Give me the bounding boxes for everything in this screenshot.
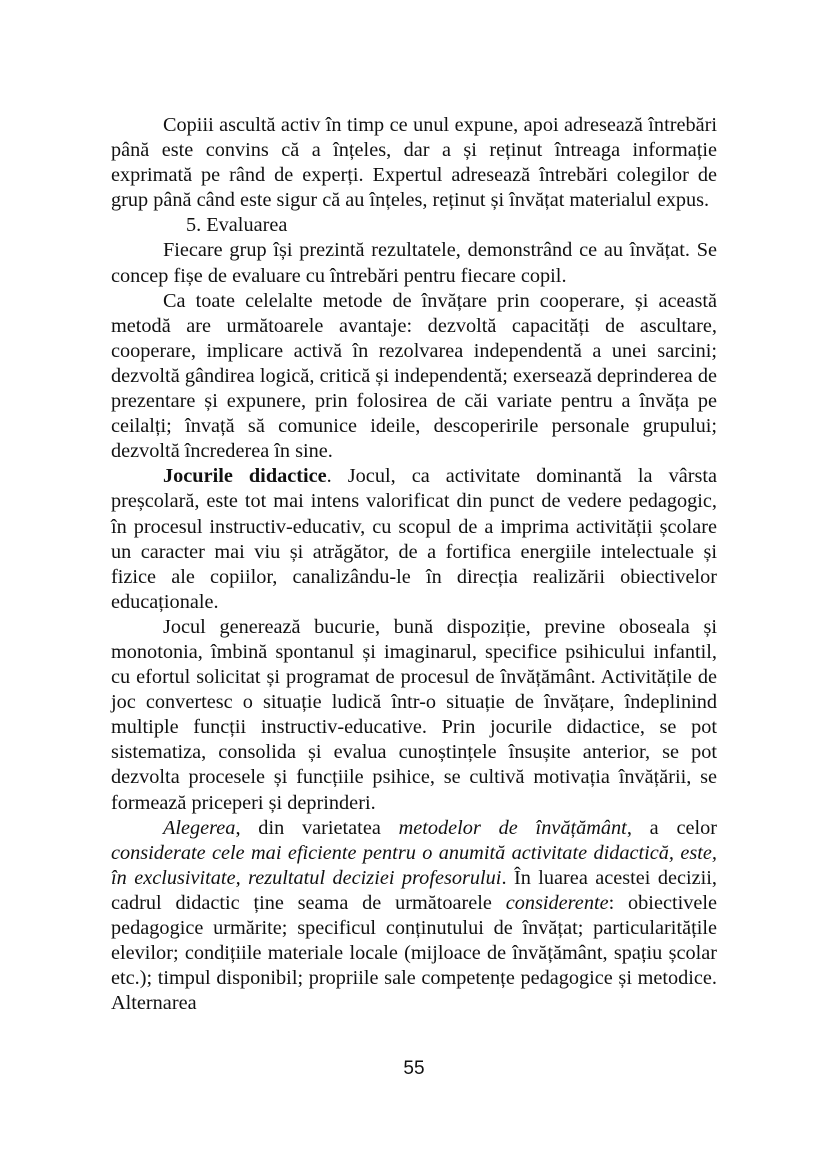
paragraph-3: Ca toate celelalte metode de învățare prin cooperare, și această metodă are următoarele avantaje: dezvoltă capacități de ascultare, cooperare, implicare activă în rezolvarea independentă a unei sarcini; dezvoltă gândirea logică, critică și independentă; exersează deprinderea de prezentare și expunere, prin folosirea de căi variate pentru a învăța pe ceilalți; învață să comunice ideile, descoperirile personale grupului; dezvoltă încrederea în sine. (111, 289, 717, 463)
paragraph-6-text-1: , din varietatea (235, 816, 399, 839)
paragraph-6-text-3: . În luarea acestei decizii, cadrul didactic ține seama de următoarele (111, 866, 717, 914)
italic-metodelor: metodelor de învățământ (398, 816, 627, 839)
bold-term-jocurile-didactice: Jocurile didactice (163, 465, 327, 488)
paragraph-4 (111, 464, 717, 615)
italic-considerate: considerate cele mai eficiente pentru o anumită activitate didactică, este, în exclusivitate, rezultatul deciziei profesorului (111, 841, 717, 889)
paragraph-4-text: . Jocul, ca activitate dominantă la vârsta preșcolară, este tot mai intens valorificat din punct de vedere pedagogic, în procesul instructiv-educativ, cu scopul de a imprima activității școlare un caracter mai viu și atrăgător, de a fortifica energiile intelectuale și fizice ale copiilor, canalizându-le în direcția realizării obiectivelor educaționale. (111, 465, 717, 613)
page-body (111, 113, 717, 1016)
page-number: 55 (403, 1058, 425, 1079)
paragraph-6-text-4: : obiectivele pedagogice urmărite; specificul conținutului de învățat; particularitățile elevilor; condițiile materiale locale (mijloace de învățământ, spațiu școlar etc.); timpul disponibil; propriile sale competențe pedagogice și metodice. Alternarea (111, 891, 717, 1015)
section-heading-evaluarea: 5. Evaluarea (186, 214, 288, 237)
italic-considerente: considerente (505, 891, 609, 914)
paragraph-6-text-2: , a celor (626, 816, 717, 839)
paragraph-6 (111, 816, 717, 1017)
italic-alegerea: Alegerea (163, 816, 236, 839)
paragraph-2: Fiecare grup își prezintă rezultatele, demonstrând ce au învățat. Se concep fișe de evaluare cu întrebări pentru fiecare copil. (111, 239, 717, 287)
paragraph-5: Jocul generează bucurie, bună dispoziție, previne oboseala și monotonia, îmbină spontanul și imaginarul, specifice psihicului infantil, cu efortul solicitat și programat de procesul de învățământ. Activitățile de joc convertesc o situație ludică într-o situație de învățare, îndeplinind multiple funcții instructiv-educative. Prin jocurile didactice, se pot sistematiza, consolida și evalua cunoștințele însușite anterior, se pot dezvolta procesele și funcțiile psihice, se cultivă motivația învățării, se formează priceperi și deprinderi. (111, 615, 717, 814)
paragraph-1: Copiii ascultă activ în timp ce unul expune, apoi adresează întrebări până este convins că a înțeles, dar a și reținut întreaga informație exprimată pe rând de experți. Expertul adresează întrebări colegilor de grup până când este sigur că au înțeles, reținut și învățat materialul expus. (111, 114, 717, 212)
